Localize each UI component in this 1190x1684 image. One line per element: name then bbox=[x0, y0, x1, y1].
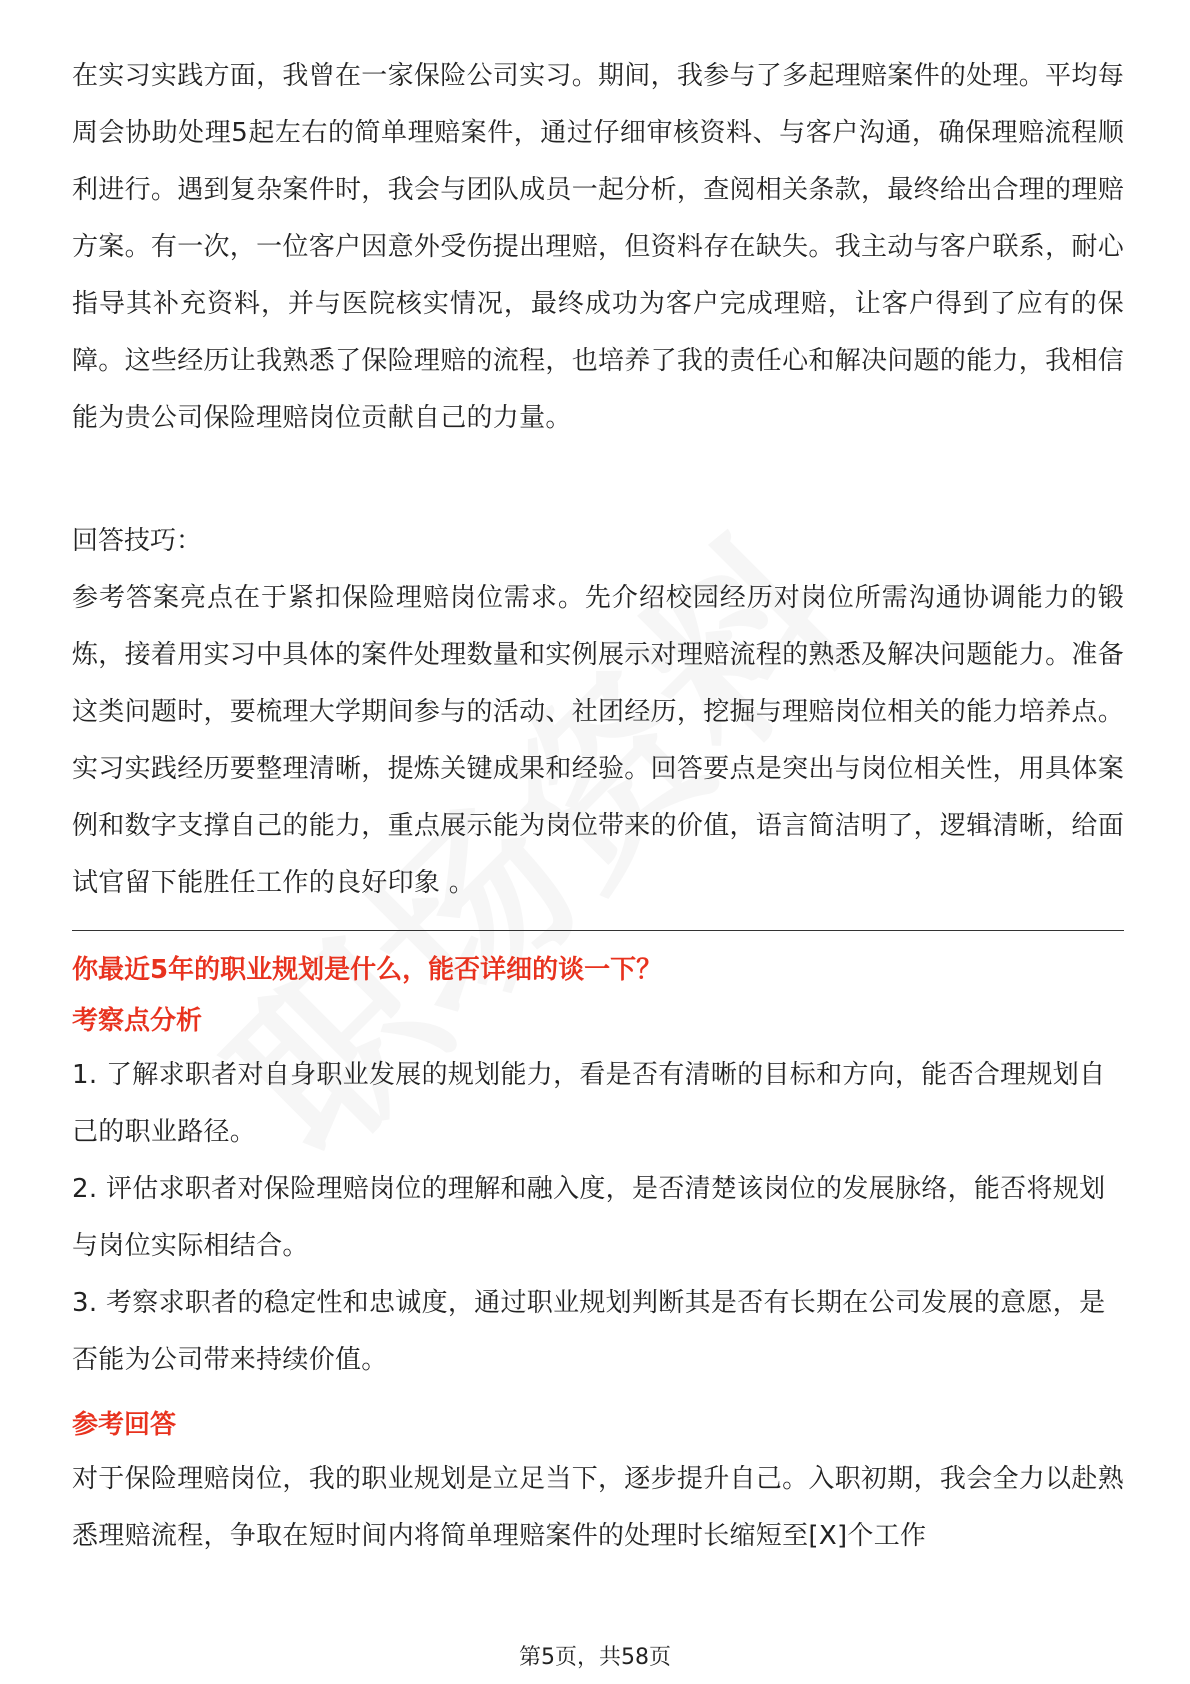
tips-heading: 回答技巧： bbox=[72, 526, 203, 556]
section-divider bbox=[72, 930, 1124, 931]
reference-heading: 参考回答 bbox=[72, 1410, 177, 1440]
question-title: 你最近5年的职业规划是什么，能否详细的谈一下？ bbox=[72, 955, 663, 985]
analysis-item-3: 3. 考察求职者的稳定性和忠诚度，通过职业规划判断其是否有长期在公司发展的意愿，是否能为公司带来持续价值。 bbox=[72, 1288, 1106, 1375]
analysis-item-2: 2. 评估求职者对保险理赔岗位的理解和融入度，是否清楚该岗位的发展脉络，能否将规划与岗位实际相结合。 bbox=[72, 1174, 1106, 1261]
intro-paragraph: 在实习实践方面，我曾在一家保险公司实习。期间，我参与了多起理赔案件的处理。平均每周会协助处理5起左右的简单理赔案件，通过仔细审核资料、与客户沟通，确保理赔流程顺利进行。遇到复杂案件时，我会与团队成员一起分析，查阅相关条款，最终给出合理的理赔方案。有一次，一位客户因意外受伤提出理赔，但资料存在缺失。我主动与客户联系，耐心指导其补充资料，并与医院核实情况，最终成功为客户完成理赔，让客户得到了应有的保障。这些经历让我熟悉了保险理赔的流程，也培养了我的责任心和解决问题的能力，我相信能为贵公司保险理赔岗位贡献自己的力量。 bbox=[72, 61, 1125, 433]
analysis-item-1: 1. 了解求职者对自身职业发展的规划能力，看是否有清晰的目标和方向，能否合理规划自己的职业路径。 bbox=[72, 1060, 1106, 1147]
reference-paragraph: 对于保险理赔岗位，我的职业规划是立足当下，逐步提升自己。入职初期，我会全力以赴熟悉理赔流程，争取在短时间内将简单理赔案件的处理时长缩短至[X]个工作 bbox=[72, 1464, 1125, 1551]
page-footer: 第5页，共58页 bbox=[519, 1645, 671, 1670]
tips-paragraph: 参考答案亮点在于紧扣保险理赔岗位需求。先介绍校园经历对岗位所需沟通协调能力的锻炼，接着用实习中具体的案件处理数量和实例展示对理赔流程的熟悉及解决问题能力。准备这类问题时，要梳理大学期间参与的活动、社团经历，挖掘与理赔岗位相关的能力培养点。实习实践经历要整理清晰，提炼关键成果和经验。回答要点是突出与岗位相关性，用具体案例和数字支撑自己的能力，重点展示能为岗位带来的价值，语言简洁明了，逻辑清晰，给面试官留下能胜任工作的良好印象 。 bbox=[72, 583, 1125, 898]
spacer bbox=[72, 447, 1124, 513]
document-page bbox=[72, 48, 1124, 1565]
analysis-heading: 考察点分析 bbox=[72, 1006, 203, 1036]
